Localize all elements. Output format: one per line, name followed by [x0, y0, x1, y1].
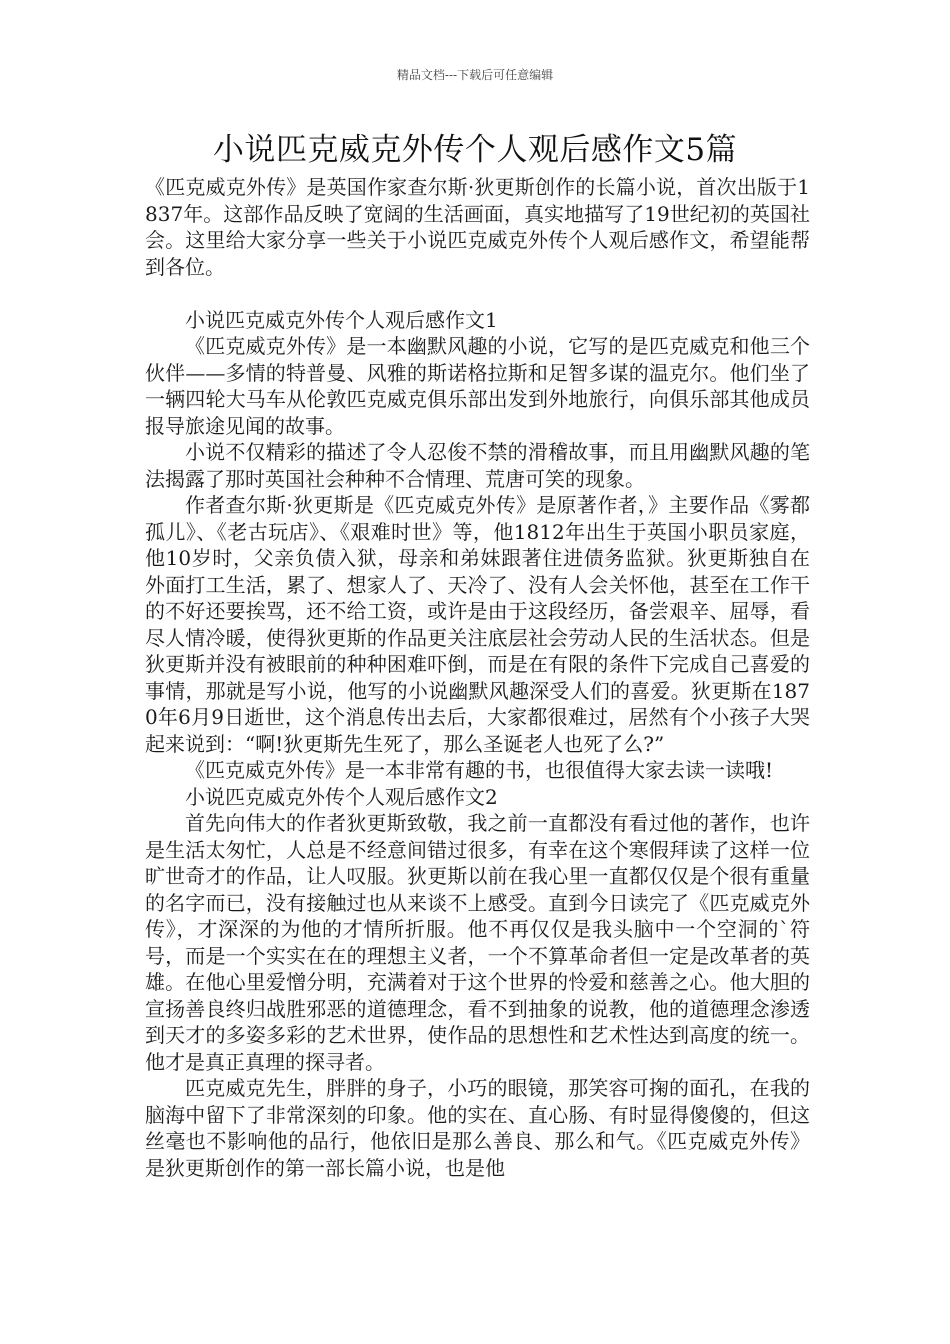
body-paragraph: 匹克威克先生，胖胖的身子，小巧的眼镜，那笑容可掬的面孔，在我的脑海中留下了非常深刻的印象。他的实在、直心肠、有时显得傻傻的，但这丝毫也不影响他的品行，他依旧是那么善良、那么和气。《匹克威克外传》是狄更斯创作的第一部长篇小说，也是他 — [145, 1076, 810, 1180]
document-title: 小说匹克威克外传个人观后感作文5篇 — [212, 132, 738, 168]
page-header: 精品文档---下载后可任意编辑 — [396, 68, 554, 82]
document-body — [145, 174, 810, 1181]
body-paragraph: 《匹克威克外传》是一本非常有趣的书，也很值得大家去读一读哦! — [185, 758, 774, 782]
intro-paragraph: 《匹克威克外传》是英国作家查尔斯·狄更斯创作的长篇小说，首次出版于1837年。这部作品反映了宽阔的生活画面，真实地描写了19世纪初的英国社会。这里给大家分享一些关于小说匹克威克外传个人观后感作文，希望能帮到各位。 — [145, 175, 810, 279]
body-paragraph: 作者查尔斯·狄更斯是《匹克威克外传》是原著作者，》主要作品《雾都孤儿》、《老古玩店》、《艰难时世》等，他1812年出生于英国小职员家庭，他10岁时，父亲负债入狱，母亲和弟妹跟著住进债务监狱。狄更斯独自在外面打工生活，累了、想家人了、天冷了、没有人会关怀他，甚至在工作干的不好还要挨骂，还不给工资，或许是由于这段经历，备尝艰辛、屈辱，看尽人情冷暖，使得狄更斯的作品更关注底层社会劳动人民的生活状态。但是狄更斯并没有被眼前的种种困难吓倒，而是在有限的条件下完成自己喜爱的事情，那就是写小说，他写的小说幽默风趣深受人们的喜爱。狄更斯在1870年6月9日逝世，这个消息传出去后，大家都很难过，居然有个小孩子大哭起来说到：“啊!狄更斯先生死了，那么圣诞老人也死了么?” — [145, 493, 810, 756]
section-heading-2: 小说匹克威克外传个人观后感作文2 — [185, 784, 498, 809]
body-paragraph: 首先向伟大的作者狄更斯致敬，我之前一直都没有看过他的著作，也许是生活太匆忙，人总是不经意间错过很多，有幸在这个寒假拜读了这样一位旷世奇才的作品，让人叹服。狄更斯以前在我心里一直都仅仅是个很有重量的名字而已，没有接触过也从来谈不上感受。直到今日读完了《匹克威克外传》，才深深的为他的才情所折服。他不再仅仅是我头脑中一个空洞的`符号，而是一个实实在在的理想主义者，一个不算革命者但一定是改革者的英雄。在他心里爱憎分明，充满着对于这个世界的怜爱和慈善之心。他大胆的宣扬善良终归战胜邪恶的道德理念，看不到抽象的说教，他的道德理念渗透到天才的多姿多彩的艺术世界，使作品的思想性和艺术性达到高度的统一。他才是真正真理的探寻者。 — [145, 811, 810, 1074]
section-heading-1: 小说匹克威克外传个人观后感作文1 — [185, 307, 498, 332]
body-paragraph: 《匹克威克外传》是一本幽默风趣的小说，它写的是匹克威克和他三个伙伴——多情的特普曼、风雅的斯诺格拉斯和足智多谋的温克尔。他们坐了一辆四轮大马车从伦敦匹克威克俱乐部出发到外地旅行，向俱乐部其他成员报导旅途见闻的故事。 — [145, 334, 810, 438]
body-paragraph: 小说不仅精彩的描述了令人忍俊不禁的滑稽故事，而且用幽默风趣的笔法揭露了那时英国社会种种不合情理、荒唐可笑的现象。 — [145, 440, 810, 491]
